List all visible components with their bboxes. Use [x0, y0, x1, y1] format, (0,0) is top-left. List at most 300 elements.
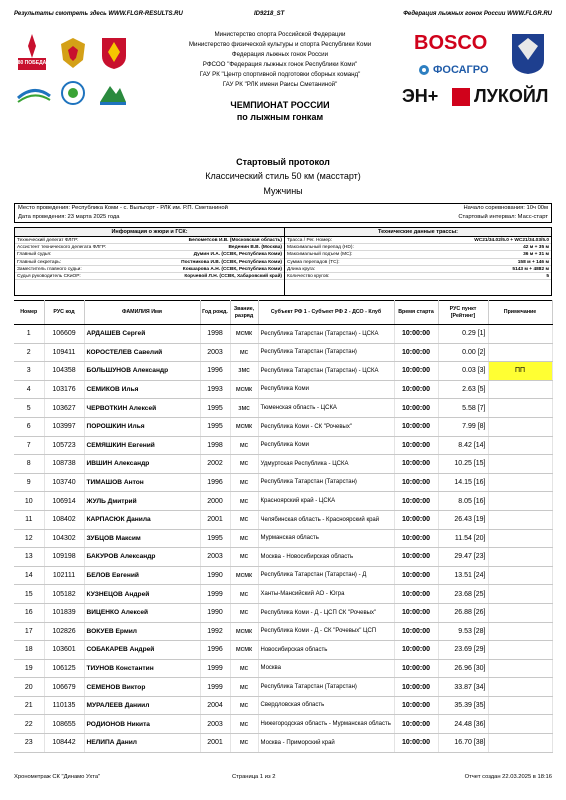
- athlete-team: Республика Коми: [258, 436, 394, 455]
- athlete-team: Республика Татарстан (Татарстан): [258, 343, 394, 362]
- birth-year: 1999: [200, 659, 230, 678]
- jury-row: Главный судья: Думин И.А. (ССВК, Республика Коми): [17, 252, 282, 258]
- athlete-code: 105723: [44, 436, 84, 455]
- rus-points: 11.54 [20]: [438, 529, 488, 548]
- rus-points: 35.39 [35]: [438, 696, 488, 715]
- birth-year: 1998: [200, 436, 230, 455]
- table-row: [14, 399, 552, 418]
- athlete-code: 106914: [44, 492, 84, 511]
- birth-year: 2001: [200, 734, 230, 753]
- note-cell: [488, 399, 552, 418]
- rus-points: 10.25 [15]: [438, 455, 488, 474]
- victory-80-logo: [14, 32, 50, 72]
- rlk-logo-icon: [98, 80, 128, 106]
- championship-title-line2: по лыжным гонкам: [236, 112, 324, 122]
- athlete-team: Нижегородская область - Мурманская область: [258, 715, 394, 734]
- birth-year: 1999: [200, 678, 230, 697]
- col-header-code: РУС код: [44, 301, 84, 325]
- athlete-team: Республика Татарстан (Татарстан): [258, 678, 394, 697]
- table-row: [14, 566, 552, 585]
- athlete-name: ЧЕРВОТКИН Алексей: [84, 399, 200, 418]
- table-row: [14, 510, 552, 529]
- table-row: [14, 659, 552, 678]
- note-cell: [488, 734, 552, 753]
- sport-rank: мсмк: [230, 622, 258, 641]
- birth-year: 2003: [200, 715, 230, 734]
- jury-and-track-box: [14, 227, 552, 296]
- table-row: [14, 603, 552, 622]
- start-time-cell: 10:00:00: [394, 678, 438, 697]
- sport-rank: змс: [230, 362, 258, 381]
- organizer-line: ГАУ РК "Центр спортивной подготовки сборных команд": [199, 71, 361, 78]
- track-row: Длина круга: 5143 м + 4882 м: [287, 266, 549, 272]
- rus-points: 7.99 [8]: [438, 417, 488, 436]
- athlete-name: ТИУНОВ Константин: [84, 659, 200, 678]
- birth-year: 1992: [200, 622, 230, 641]
- athlete-number: 23: [14, 734, 44, 753]
- athlete-code: 108402: [44, 510, 84, 529]
- note-cell: [488, 715, 552, 734]
- note-cell: [488, 473, 552, 492]
- rus-points: 26.43 [19]: [438, 510, 488, 529]
- sport-rank: мс: [230, 734, 258, 753]
- rus-points: 24.48 [36]: [438, 715, 488, 734]
- athlete-name: СОБАКАРЕВ Андрей: [84, 641, 200, 660]
- track-panel: [285, 228, 551, 295]
- athlete-code: 103627: [44, 399, 84, 418]
- jury-row: Судья руководитель СКиОР: Корчевой Л.Н. (ССВК, Хабаровский край): [17, 273, 282, 279]
- start-time-cell: 10:00:00: [394, 473, 438, 492]
- note-cell: [488, 510, 552, 529]
- birth-year: 1995: [200, 529, 230, 548]
- athlete-number: 3: [14, 362, 44, 381]
- col-header-note: Примечание: [488, 301, 552, 325]
- phosagro-icon: [418, 64, 430, 76]
- athlete-name: СЕМЯШКИН Евгений: [84, 436, 200, 455]
- note-cell: [488, 436, 552, 455]
- note-cell: [488, 585, 552, 604]
- sport-rank: мс: [230, 455, 258, 474]
- start-time-cell: 10:00:00: [394, 529, 438, 548]
- start-time-cell: 10:00:00: [394, 417, 438, 436]
- athlete-number: 15: [14, 585, 44, 604]
- athlete-name: ЖУЛЬ Дмитрий: [84, 492, 200, 511]
- birth-year: 2002: [200, 455, 230, 474]
- bosco-logo: [414, 32, 504, 56]
- page-number: Страница 1 из 2: [232, 774, 276, 780]
- athlete-number: 11: [14, 510, 44, 529]
- note-cell: [488, 343, 552, 362]
- track-row: Максимальный подъем (MC): 36 м + 31 м: [287, 252, 549, 258]
- sport-rank: мс: [230, 603, 258, 622]
- athlete-team: Москва: [258, 659, 394, 678]
- birth-year: 1990: [200, 603, 230, 622]
- athlete-team: Республика Татарстан (Татарстан): [258, 473, 394, 492]
- rus-points: 9.53 [28]: [438, 622, 488, 641]
- athlete-team: Красноярский край - ЦСКА: [258, 492, 394, 511]
- athlete-name: НЕЛИПА Данил: [84, 734, 200, 753]
- sport-rank: мсмк: [230, 380, 258, 399]
- col-header-year: Год рожд.: [200, 301, 230, 325]
- athlete-code: 103740: [44, 473, 84, 492]
- start-time-cell: 10:00:00: [394, 325, 438, 344]
- athlete-number: 7: [14, 436, 44, 455]
- birth-year: 1996: [200, 641, 230, 660]
- athlete-code: 109198: [44, 548, 84, 567]
- table-row: [14, 678, 552, 697]
- jury-row: Заместитель главного судьи: Кокшарова А.Н. (ССВК, Республика Коми): [17, 266, 282, 272]
- rus-points: 5.58 [7]: [438, 399, 488, 418]
- rus-points: 8.05 [16]: [438, 492, 488, 511]
- athlete-name: СЕМИКОВ Илья: [84, 380, 200, 399]
- table-row: [14, 492, 552, 511]
- bosco-logo-text: BOSCO: [414, 32, 488, 54]
- ski-federation-logo-icon: [16, 82, 52, 104]
- start-time-cell: 10:00:00: [394, 696, 438, 715]
- start-time-cell: 10:00:00: [394, 455, 438, 474]
- col-header-points: РУС пункт [Рейтинг]: [438, 301, 488, 325]
- athlete-number: 22: [14, 715, 44, 734]
- rus-points: 8.42 [14]: [438, 436, 488, 455]
- note-cell: [488, 678, 552, 697]
- rus-points: 23.69 [29]: [438, 641, 488, 660]
- sport-rank: мс: [230, 715, 258, 734]
- en-plus-logo-text: ЭН+: [402, 86, 439, 106]
- note-cell: ПП: [488, 362, 552, 381]
- athlete-team: Республика Татарстан (Татарстан) - ЦСКА: [258, 325, 394, 344]
- start-time-cell: 10:00:00: [394, 343, 438, 362]
- start-time-cell: 10:00:00: [394, 362, 438, 381]
- rus-points: 0.03 [3]: [438, 362, 488, 381]
- rus-points: 29.47 [23]: [438, 548, 488, 567]
- start-time-cell: 10:00:00: [394, 659, 438, 678]
- start-list-table: [14, 300, 553, 753]
- organizer-line: Министерство физической культуры и спорта Республики Коми: [188, 41, 372, 48]
- table-header-row: [14, 301, 552, 325]
- birth-year: 1999: [200, 585, 230, 604]
- rus-points: 0.00 [2]: [438, 343, 488, 362]
- col-header-number: Номер: [14, 301, 44, 325]
- athlete-number: 6: [14, 417, 44, 436]
- athlete-name: КОРОСТЕЛЕВ Савелий: [84, 343, 200, 362]
- table-row: [14, 734, 552, 753]
- sport-rank: мс: [230, 548, 258, 567]
- athlete-name: ЗУБЦОВ Максим: [84, 529, 200, 548]
- table-row: [14, 715, 552, 734]
- championship-title-line1: ЧЕМПИОНАТ РОССИИ: [230, 100, 330, 110]
- note-cell: [488, 603, 552, 622]
- note-cell: [488, 659, 552, 678]
- athlete-code: 108655: [44, 715, 84, 734]
- note-cell: [488, 548, 552, 567]
- start-time-cell: 10:00:00: [394, 622, 438, 641]
- table-row: [14, 455, 552, 474]
- track-row: Трасса / Рег. Номер: WC21/34.02/5.0 + WC21/34.03/5.0: [287, 238, 549, 243]
- athlete-number: 16: [14, 603, 44, 622]
- rus-points: 16.70 [38]: [438, 734, 488, 753]
- athlete-code: 106125: [44, 659, 84, 678]
- note-cell: [488, 641, 552, 660]
- komi-coat-of-arms-icon: [100, 36, 128, 70]
- note-cell: [488, 492, 552, 511]
- sport-rank: мсмк: [230, 566, 258, 585]
- athlete-name: КУЗНЕЦОВ Андрей: [84, 585, 200, 604]
- athlete-number: 21: [14, 696, 44, 715]
- start-time-cell: 10:00:00: [394, 380, 438, 399]
- start-time-cell: 10:00:00: [394, 585, 438, 604]
- rus-points: 2.63 [5]: [438, 380, 488, 399]
- athlete-code: 110135: [44, 696, 84, 715]
- document-id: ID9218_ST: [254, 11, 285, 17]
- organizer-line: РФСОО "Федерация лыжных гонок Республики Коми": [202, 61, 358, 68]
- top-bar: [14, 11, 552, 21]
- phosagro-logo-text: ФОСАГРО: [433, 64, 489, 76]
- track-row: Максимальный перепад (HD): 42 м + 35 м: [287, 245, 549, 251]
- col-header-rank: Звание, разряд: [230, 301, 258, 325]
- athlete-name: ПОРОШКИН Илья: [84, 417, 200, 436]
- athlete-team: Тюменская область - ЦСКА: [258, 399, 394, 418]
- athlete-name: ВОКУЕВ Ермил: [84, 622, 200, 641]
- start-time-cell: 10:00:00: [394, 603, 438, 622]
- start-time-cell: 10:00:00: [394, 492, 438, 511]
- athlete-code: 108442: [44, 734, 84, 753]
- russia-coat-of-arms-icon: [58, 36, 88, 70]
- table-row: [14, 622, 552, 641]
- sport-rank: мс: [230, 659, 258, 678]
- protocol-title: Стартовый протокол: [236, 157, 330, 167]
- birth-year: 1996: [200, 362, 230, 381]
- note-cell: [488, 622, 552, 641]
- birth-year: 1990: [200, 566, 230, 585]
- sport-rank: мс: [230, 585, 258, 604]
- rus-points: 13.51 [24]: [438, 566, 488, 585]
- athlete-number: 8: [14, 455, 44, 474]
- athlete-code: 104302: [44, 529, 84, 548]
- birth-year: 2000: [200, 492, 230, 511]
- athlete-code: 109411: [44, 343, 84, 362]
- organizer-line: Министерство спорта Российской Федерации: [214, 31, 346, 38]
- results-link[interactable]: Результаты смотреть здесь WWW.FLGR-RESULTS.RU: [14, 11, 183, 17]
- jury-row: Ассистент технического делегата ФЛГР: Веденин В.В. (Москва): [17, 245, 282, 251]
- athlete-code: 103997: [44, 417, 84, 436]
- phosagro-logo: [418, 62, 508, 78]
- organizer-line: Федерация лыжных гонок России: [231, 51, 329, 58]
- table-row: [14, 417, 552, 436]
- athlete-name: РОДИОНОВ Никита: [84, 715, 200, 734]
- jury-row: Главный секретарь: Постникова И.В. (ССВК, Республика Коми): [17, 259, 282, 265]
- athlete-team: Республика Коми - Д - СК "Рочевых" ЦСП: [258, 622, 394, 641]
- track-row: Количество кругов: 5: [287, 273, 549, 279]
- lukoil-icon: [452, 88, 470, 106]
- col-header-name: ФАМИЛИЯ Имя: [84, 301, 200, 325]
- athlete-name: СЕМЕНОВ Виктор: [84, 678, 200, 697]
- table-row: [14, 548, 552, 567]
- note-cell: [488, 417, 552, 436]
- athlete-number: 14: [14, 566, 44, 585]
- venue-info-box: [14, 203, 552, 223]
- table-row: [14, 696, 552, 715]
- athlete-team: Республика Коми: [258, 380, 394, 399]
- rus-points: 23.68 [25]: [438, 585, 488, 604]
- sport-rank: мс: [230, 436, 258, 455]
- start-time-cell: 10:00:00: [394, 436, 438, 455]
- athlete-team: Ханты-Мансийский АО - Югра: [258, 585, 394, 604]
- athlete-code: 108738: [44, 455, 84, 474]
- venue-location: Место проведения: Республика Коми - с. Выльгорт - РЛК им. Р.П. Сметаниной: [18, 205, 228, 211]
- championship-title: [150, 99, 410, 123]
- athlete-code: 103601: [44, 641, 84, 660]
- athlete-code: 102826: [44, 622, 84, 641]
- table-row: [14, 325, 552, 344]
- start-time-cell: 10:00:00: [394, 734, 438, 753]
- table-row: [14, 343, 552, 362]
- athlete-code: 101839: [44, 603, 84, 622]
- athlete-number: 10: [14, 492, 44, 511]
- note-cell: [488, 529, 552, 548]
- timing-credit: Хронометраж СК "Динамо Ухта": [14, 774, 101, 780]
- table-row: [14, 473, 552, 492]
- komi-center-logo-icon: [60, 80, 86, 106]
- note-cell: [488, 455, 552, 474]
- athlete-code: 106679: [44, 678, 84, 697]
- athlete-code: 105182: [44, 585, 84, 604]
- birth-year: 1995: [200, 399, 230, 418]
- athlete-team: Республика Коми - СК "Рочевых": [258, 417, 394, 436]
- athlete-code: 103176: [44, 380, 84, 399]
- jury-panel: [15, 228, 285, 295]
- sport-rank: мс: [230, 492, 258, 511]
- rus-points: 26.96 [30]: [438, 659, 488, 678]
- federation-link[interactable]: Федерация лыжных гонок России WWW.FLGR.RU: [403, 11, 552, 17]
- sport-rank: мс: [230, 696, 258, 715]
- jury-header: Информация о жюри и ГСК:: [15, 228, 284, 237]
- athlete-number: 2: [14, 343, 44, 362]
- athlete-code: 104358: [44, 362, 84, 381]
- athlete-team: Свердловская область: [258, 696, 394, 715]
- track-row: Сумма перепадов (TC): 158 м + 146 м: [287, 259, 549, 265]
- athlete-code: 102111: [44, 566, 84, 585]
- rus-points: 14.15 [16]: [438, 473, 488, 492]
- athlete-team: Республика Татарстан (Татарстан) - ЦСКА: [258, 362, 394, 381]
- athlete-code: 106609: [44, 325, 84, 344]
- athlete-team: Москва - Новосибирская область: [258, 548, 394, 567]
- start-time-cell: 10:00:00: [394, 510, 438, 529]
- athlete-team: Москва - Приморский край: [258, 734, 394, 753]
- start-time-cell: 10:00:00: [394, 399, 438, 418]
- athlete-number: 9: [14, 473, 44, 492]
- athlete-number: 19: [14, 659, 44, 678]
- table-row: [14, 585, 552, 604]
- athlete-team: Удмуртская Республика - ЦСКА: [258, 455, 394, 474]
- start-time-cell: 10:00:00: [394, 566, 438, 585]
- competition-date: Дата проведения: 23 марта 2025 года: [18, 214, 120, 220]
- athlete-number: 13: [14, 548, 44, 567]
- table-row: [14, 641, 552, 660]
- organizers-block: [150, 30, 410, 90]
- lukoil-logo-text: ЛУКОЙЛ: [474, 86, 549, 106]
- start-time-cell: 10:00:00: [394, 715, 438, 734]
- jury-row: Технический делегат ФЛГР: Белометсов И.В. (Московская область): [17, 238, 282, 243]
- athlete-number: 1: [14, 325, 44, 344]
- athlete-team: Республика Татарстан (Татарстан) - Д: [258, 566, 394, 585]
- start-time-cell: 10:00:00: [394, 548, 438, 567]
- victory-80-logo-text: 80 ПОБЕДА: [17, 60, 47, 66]
- birth-year: 2004: [200, 696, 230, 715]
- table-row: [14, 436, 552, 455]
- start-time-cell: 10:00:00: [394, 641, 438, 660]
- athlete-name: ВИЦЕНКО Алексей: [84, 603, 200, 622]
- sport-rank: мсмк: [230, 325, 258, 344]
- table-row: [14, 380, 552, 399]
- sport-rank: змс: [230, 399, 258, 418]
- athlete-number: 18: [14, 641, 44, 660]
- note-cell: [488, 696, 552, 715]
- athlete-number: 17: [14, 622, 44, 641]
- athlete-team: Мурманская область: [258, 529, 394, 548]
- athlete-team: Челябинская область - Красноярский край: [258, 510, 394, 529]
- table-row: [14, 362, 552, 381]
- track-header: Технические данные трассы:: [285, 228, 551, 237]
- birth-year: 1993: [200, 380, 230, 399]
- rus-points: 0.29 [1]: [438, 325, 488, 344]
- sport-rank: мсмк: [230, 641, 258, 660]
- athlete-name: МУРАЛЕЕВ Даниил: [84, 696, 200, 715]
- table-row: [14, 529, 552, 548]
- sport-rank: мс: [230, 473, 258, 492]
- athlete-number: 12: [14, 529, 44, 548]
- note-cell: [488, 566, 552, 585]
- birth-year: 2001: [200, 510, 230, 529]
- note-cell: [488, 325, 552, 344]
- gender-category: Мужчины: [263, 186, 303, 196]
- sport-rank: мс: [230, 529, 258, 548]
- birth-year: 1996: [200, 473, 230, 492]
- sport-rank: мс: [230, 678, 258, 697]
- rus-points: 26.88 [26]: [438, 603, 488, 622]
- sport-rank: мс: [230, 510, 258, 529]
- lukoil-logo: [452, 86, 552, 110]
- birth-year: 1998: [200, 325, 230, 344]
- start-time: Начало соревнования: 10ч 00м: [463, 205, 548, 211]
- col-header-team: Субъект РФ 1 - Субъект РФ 2 - ДСО - Клуб: [258, 301, 394, 325]
- sponsor-badge-icon: [508, 30, 548, 76]
- note-cell: [488, 380, 552, 399]
- athlete-name: КАРПАСЮК Данила: [84, 510, 200, 529]
- birth-year: 1995: [200, 417, 230, 436]
- athlete-name: ИВШИН Александр: [84, 455, 200, 474]
- athlete-name: БЕЛОВ Евгений: [84, 566, 200, 585]
- athlete-name: БАКУРОВ Александр: [84, 548, 200, 567]
- athlete-name: ТИМАШОВ Антон: [84, 473, 200, 492]
- rus-points: 33.87 [34]: [438, 678, 488, 697]
- athlete-team: Республика Коми - Д - ЦСП СК "Рочевых": [258, 603, 394, 622]
- athlete-team: Новосибирская область: [258, 641, 394, 660]
- athlete-name: БОЛЬШУНОВ Александр: [84, 362, 200, 381]
- athlete-number: 5: [14, 399, 44, 418]
- athlete-name: АРДАШЕВ Сергей: [84, 325, 200, 344]
- athlete-number: 20: [14, 678, 44, 697]
- report-created: Отчет создан 22.03.2025 в 18:16: [464, 774, 552, 780]
- sport-rank: мс: [230, 343, 258, 362]
- organizer-line: ГАУ РК "РЛК имени Раисы Сметаниной": [222, 81, 338, 88]
- race-title: Классический стиль 50 км (масстарт): [205, 171, 361, 181]
- athlete-number: 4: [14, 380, 44, 399]
- col-header-start-time: Время старта: [394, 301, 438, 325]
- birth-year: 2003: [200, 548, 230, 567]
- sport-rank: мсмк: [230, 417, 258, 436]
- birth-year: 2003: [200, 343, 230, 362]
- start-interval: Стартовый интервал: Масс-старт: [458, 214, 548, 220]
